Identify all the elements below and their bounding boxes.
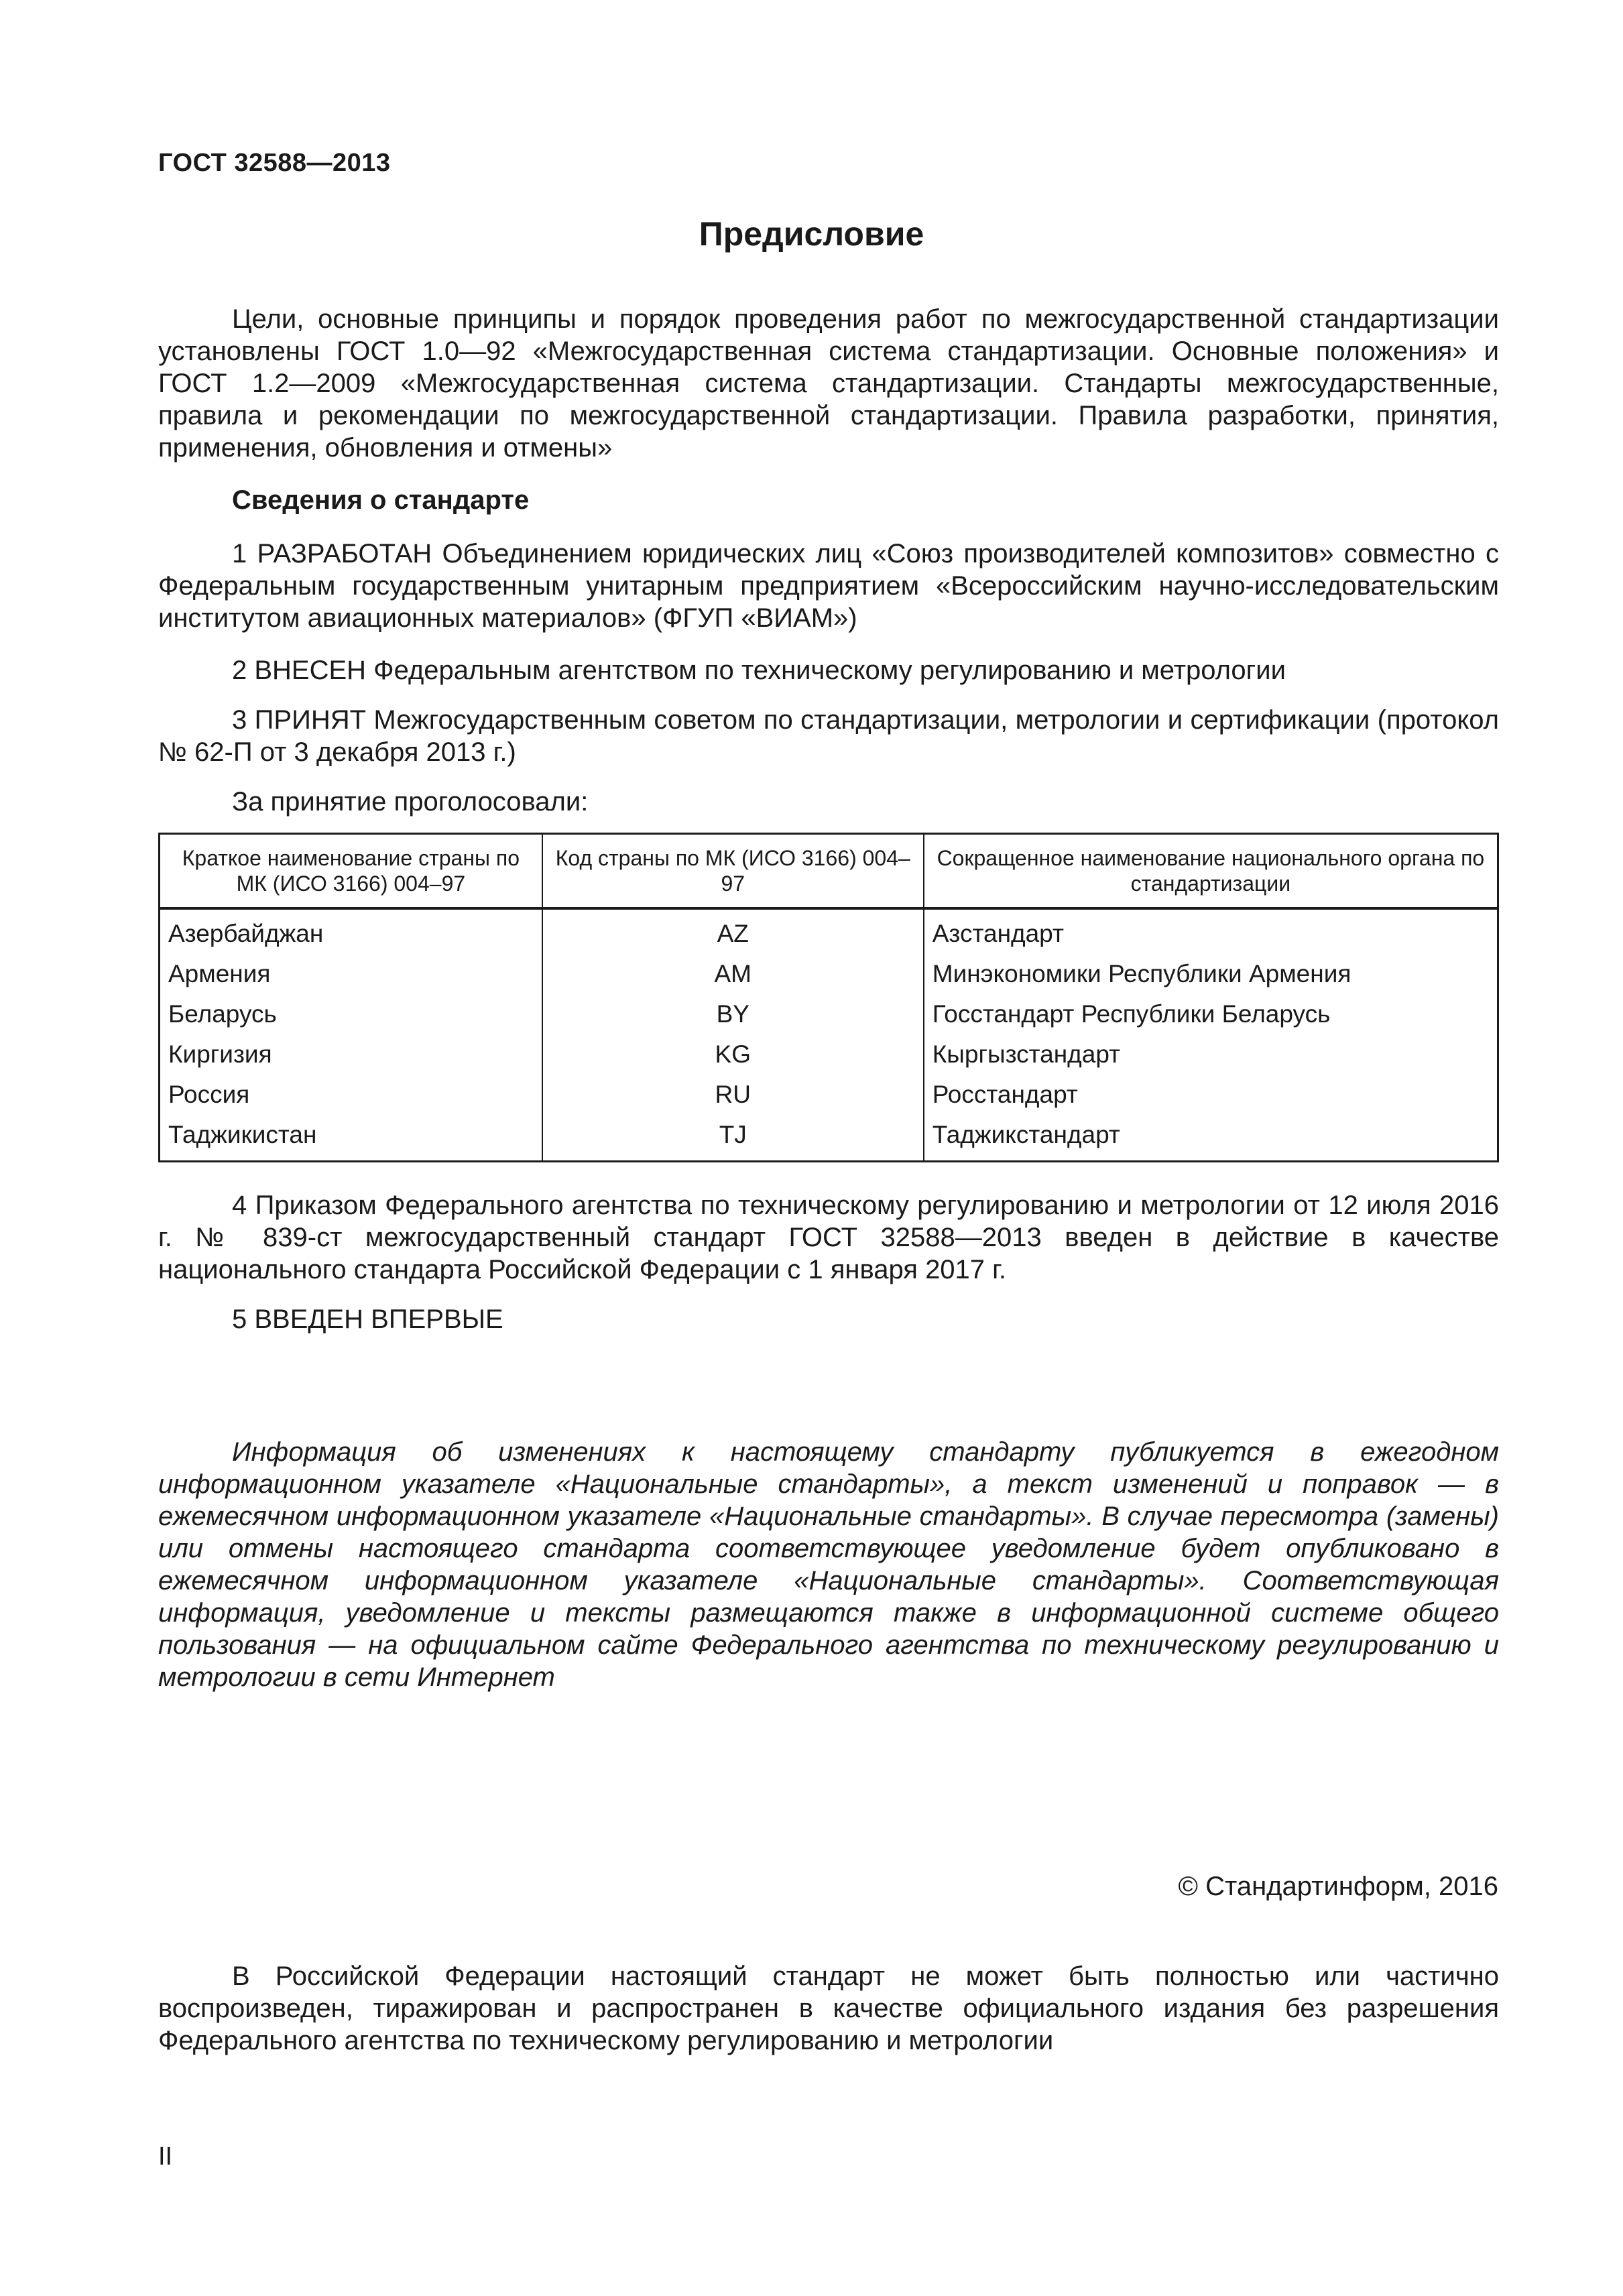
- intro-block: [158, 303, 1499, 464]
- page-number: II: [158, 2142, 173, 2171]
- item-adopted: 3 ПРИНЯТ Межгосударственным советом по стандартизации, метрологии и сертификации (протокол № 62-П от 3 декабря 2013 г.): [158, 705, 1499, 767]
- cell-country: Азербайджан: [160, 908, 542, 954]
- cell-country: Россия: [160, 1075, 542, 1115]
- notice-paragraph: Информация об изменениях к настоящему стандарту публикуется в ежегодном информационном указателе «Национальные стандарты», а текст изменений и поправок — в ежемесячном информационном указателе «Национальные стандарты». В случае пересмотра (замены) или отмены настоящего стандарта соответствующее уведомление будет опубликовано в ежемесячном информационном указателе «Национальные стандарты». Соответствующая информация, уведомление и тексты размещаются также в информационной системе общего пользования — на официальном сайте Федерального агентства по техническому регулированию и метрологии в сети Интернет: [158, 1437, 1499, 1692]
- table-row: [160, 1115, 1498, 1162]
- table-header-row: [160, 834, 1498, 909]
- item-order-block: [158, 1189, 1499, 1286]
- intro-paragraph: Цели, основные принципы и порядок проведения работ по межгосударственной стандартизации установлены ГОСТ 1.0—92 «Межгосударственная система стандартизации. Основные положения» и ГОСТ 1.2—2009 «Межгосударственная система стандартизации. Стандарты межгосударственные, правила и рекомендации по межгосударственной стандартизации. Правила разработки, принятия, применения, обновления и отмены»: [158, 304, 1499, 463]
- cell-standards-body: Госстандарт Республики Беларусь: [932, 1000, 1331, 1028]
- document-code: ГОСТ 32588—2013: [158, 149, 391, 177]
- item-developed-block: [158, 538, 1499, 634]
- cell-code: KG: [542, 1034, 924, 1075]
- voted-label: За принятие проголосовали:: [232, 787, 589, 817]
- cell-standards-body: Таджикстандарт: [932, 1121, 1120, 1148]
- voted-block: [158, 786, 1499, 818]
- item-order: 4 Приказом Федерального агентства по техническому регулированию и метрологии от 12 июля 2016 г. № 839-ст межгосударственный стандарт ГОСТ 32588—2013 введен в действие в качестве национального стандарта Российской Федерации с 1 января 2017 г.: [158, 1191, 1499, 1284]
- info-heading: Сведения о стандарте: [232, 485, 530, 515]
- cell-standards-body: Росстандарт: [932, 1081, 1078, 1108]
- notice-block: [158, 1436, 1499, 1693]
- table-row: [160, 1034, 1498, 1075]
- cell-code: BY: [542, 994, 924, 1034]
- cell-code: RU: [542, 1075, 924, 1115]
- cell-country: Таджикистан: [160, 1115, 542, 1162]
- item-developed: 1 РАЗРАБОТАН Объединением юридических лиц «Союз производителей композитов» совместно с Федеральным государственным унитарным предприятием «Всероссийским научно-исследовательским институтом авиационных материалов» (ФГУП «ВИАМ»): [158, 539, 1499, 633]
- table-row: [160, 954, 1498, 994]
- cell-country: Киргизия: [160, 1034, 542, 1075]
- table-row: [160, 1075, 1498, 1115]
- cell-country: Армения: [160, 954, 542, 994]
- item-first-time: 5 ВВЕДЕН ВПЕРВЫЕ: [232, 1305, 503, 1334]
- cell-standards-body: Кыргызстандарт: [932, 1040, 1121, 1068]
- table-row: [160, 994, 1498, 1034]
- item-introduced: 2 ВНЕСЕН Федеральным агентством по техническому регулированию и метрологии: [232, 656, 1286, 685]
- cell-code: AZ: [542, 908, 924, 954]
- cell-country: Беларусь: [160, 994, 542, 1034]
- cell-standards-body: Минэкономики Республики Армения: [932, 960, 1351, 987]
- restriction-paragraph: В Российской Федерации настоящий стандарт не может быть полностью или частично воспроизведен, тиражирован и распространен в качестве официального издания без разрешения Федерального агентства по техническому регулированию и метрологии: [158, 1961, 1499, 2055]
- restriction-block: [158, 1960, 1499, 2057]
- voting-members-table: [158, 833, 1499, 1162]
- item-adopted-block: [158, 704, 1499, 768]
- cell-standards-body: Азстандарт: [932, 920, 1064, 947]
- copyright-line: © Стандартинформ, 2016: [1178, 1872, 1498, 1901]
- item-introduced-block: [158, 654, 1499, 686]
- cell-code: TJ: [542, 1115, 924, 1162]
- item-first-time-block: [158, 1303, 1499, 1335]
- cell-code: AM: [542, 954, 924, 994]
- header-country: Краткое наименование страны по МК (ИСО 3166) 004–97: [160, 834, 542, 909]
- header-standards-body: Сокращенное наименование национального органа по стандартизации: [924, 834, 1498, 909]
- table-row: [160, 908, 1498, 954]
- page-title: Предисловие: [699, 215, 924, 253]
- header-code: Код страны по МК (ИСО 3166) 004–97: [542, 834, 924, 909]
